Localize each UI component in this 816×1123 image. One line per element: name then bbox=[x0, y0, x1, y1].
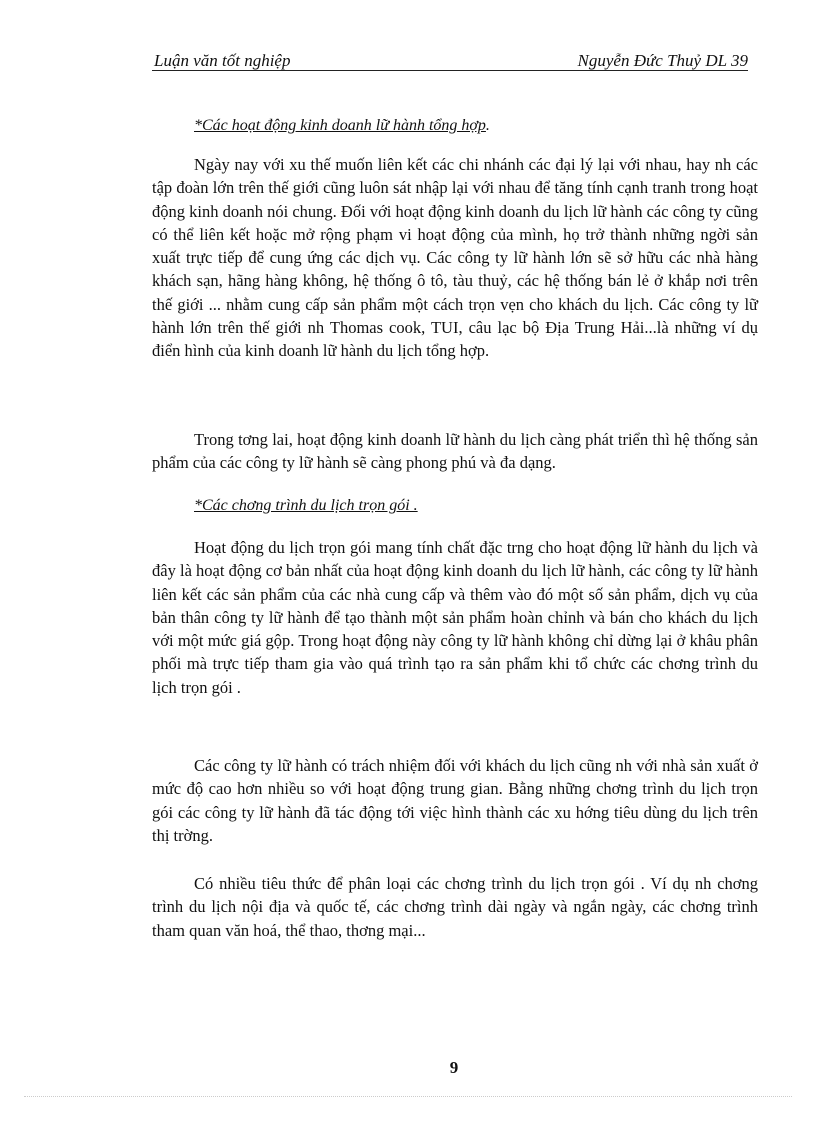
paragraph-future-development: Trong tơng lai, hoạt động kinh doanh lữ hành du lịch càng phát triển thì hệ thống sản phẩm của các công ty lữ hành sẽ càng phong phú và đa dạng. bbox=[152, 430, 758, 473]
paragraph-operator-responsibility: Các công ty lữ hành có trách nhiệm đối với khách du lịch cũng nh với nhà sản xuất ở mức độ cao hơn nhiều so với hoạt động trung gian. Bằng những chơng trình du lịch trọn gói các công ty lữ hành đã tác động tới việc hình thành các xu hớng tiêu dùng du lịch trên thị trờng. bbox=[152, 756, 758, 845]
paragraph-package-tour-activity: Hoạt động du lịch trọn gói mang tính chất đặc trng cho hoạt động lữ hành du lịch và đây là hoạt động cơ bản nhất của hoạt động kinh doanh du lịch lữ hành, các công ty lữ hành liên kết các sản phẩm của các nhà cung cấp và thêm vào đó một số sản phẩm, dịch vụ của bản thân công ty lữ hành để tạo thành một sản phẩm hoàn chỉnh và bán cho khách du lịch với một mức giá gộp. Trong hoạt động này công ty lữ hành không chỉ dừng lại ở khâu phân phối mà trực tiếp tham gia vào quá trình tạo ra sản phẩm khi tổ chức các chơng trình du lịch trọn gói . bbox=[152, 538, 758, 697]
page-number: 9 bbox=[449, 1058, 459, 1077]
page-header bbox=[152, 46, 748, 71]
section-heading-tour-operations bbox=[194, 118, 490, 134]
section-heading-package-tours: *Các chơng trình du lịch trọn gói . bbox=[194, 497, 418, 514]
paragraph-classification: Có nhiều tiêu thức để phân loại các chơng trình du lịch trọn gói . Ví dụ nh chơng trình du lịch nội địa và quốc tế, các chơng trình dài ngày và ngắn ngày, các chơng trình tham quan văn hoá, thể thao, thơng mại... bbox=[152, 874, 758, 940]
header-thesis-label: Luận văn tốt nghiệp bbox=[154, 51, 291, 70]
section-heading-text: *Các hoạt động kinh doanh lữ hành tổng hợp bbox=[194, 117, 486, 134]
header-author: Nguyễn Đức Thuỷ DL 39 bbox=[577, 51, 748, 70]
section-heading-suffix: . bbox=[485, 117, 490, 134]
footer-divider bbox=[24, 1096, 792, 1097]
paragraph-integrated-tourism: Ngày nay với xu thế muốn liên kết các chi nhánh các đại lý lại với nhau, hay nh các tập đoàn lớn trên thế giới cũng luôn sát nhập lại với nhau để tăng tính cạnh tranh trong hoạt động kinh doanh nói chung. Đối với hoạt động kinh doanh du lịch lữ hành các công ty cũng có thể liên kết hoặc mở rộng phạm vi hoạt động của mình, họ trở thành những ngời sản xuất trực tiếp để cung ứng các dịch vụ. Các công ty lữ hành lớn sẽ sở hữu các nhà hàng khách sạn, hãng hàng không, hệ thống ô tô, tàu thuỷ, các hệ thống bán lẻ ở khắp nơi trên thế giới ... nhằm cung cấp sản phẩm một cách trọn vẹn cho khách du lịch. Các công ty lữ hành lớn trên thế giới nh Thomas cook, TUI, câu lạc bộ Địa Trung Hải...là những ví dụ điển hình của kinh doanh lữ hành du lịch tổng hợp. bbox=[152, 155, 758, 361]
